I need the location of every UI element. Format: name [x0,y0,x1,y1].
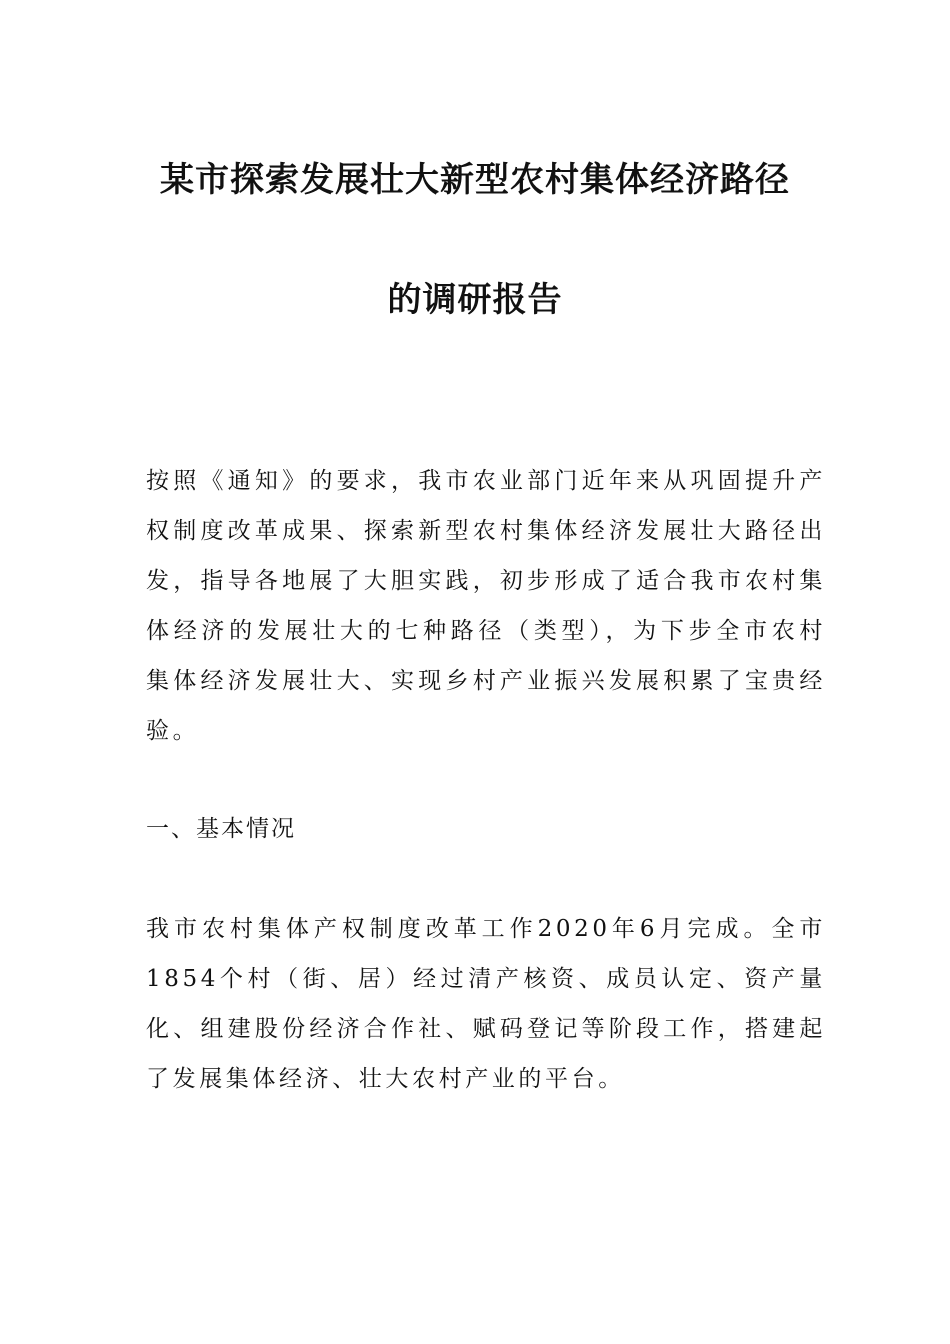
document-title-line-2: 的调研报告 [387,280,563,320]
section-paragraph: 我市农村集体产权制度改革工作2020年6月完成。全市1854个村（街、居）经过清产核资、成员认定、资产量化、组建股份经济合作社、赋码登记等阶段工作，搭建起了发展集体经济、壮大农村产业的平台。 [146,916,826,1092]
section-heading: 一、基本情况 [146,816,296,842]
intro-paragraph: 按照《通知》的要求，我市农业部门近年来从巩固提升产权制度改革成果、探索新型农村集体经济发展壮大路径出发，指导各地展了大胆实践，初步形成了适合我市农村集体经济的发展壮大的七种路径（类型），为下步全市农村集体经济发展壮大、实现乡村产业振兴发展积累了宝贵经验。 [146,468,826,744]
document-title-line-1: 某市探索发展壮大新型农村集体经济路径 [160,160,790,200]
